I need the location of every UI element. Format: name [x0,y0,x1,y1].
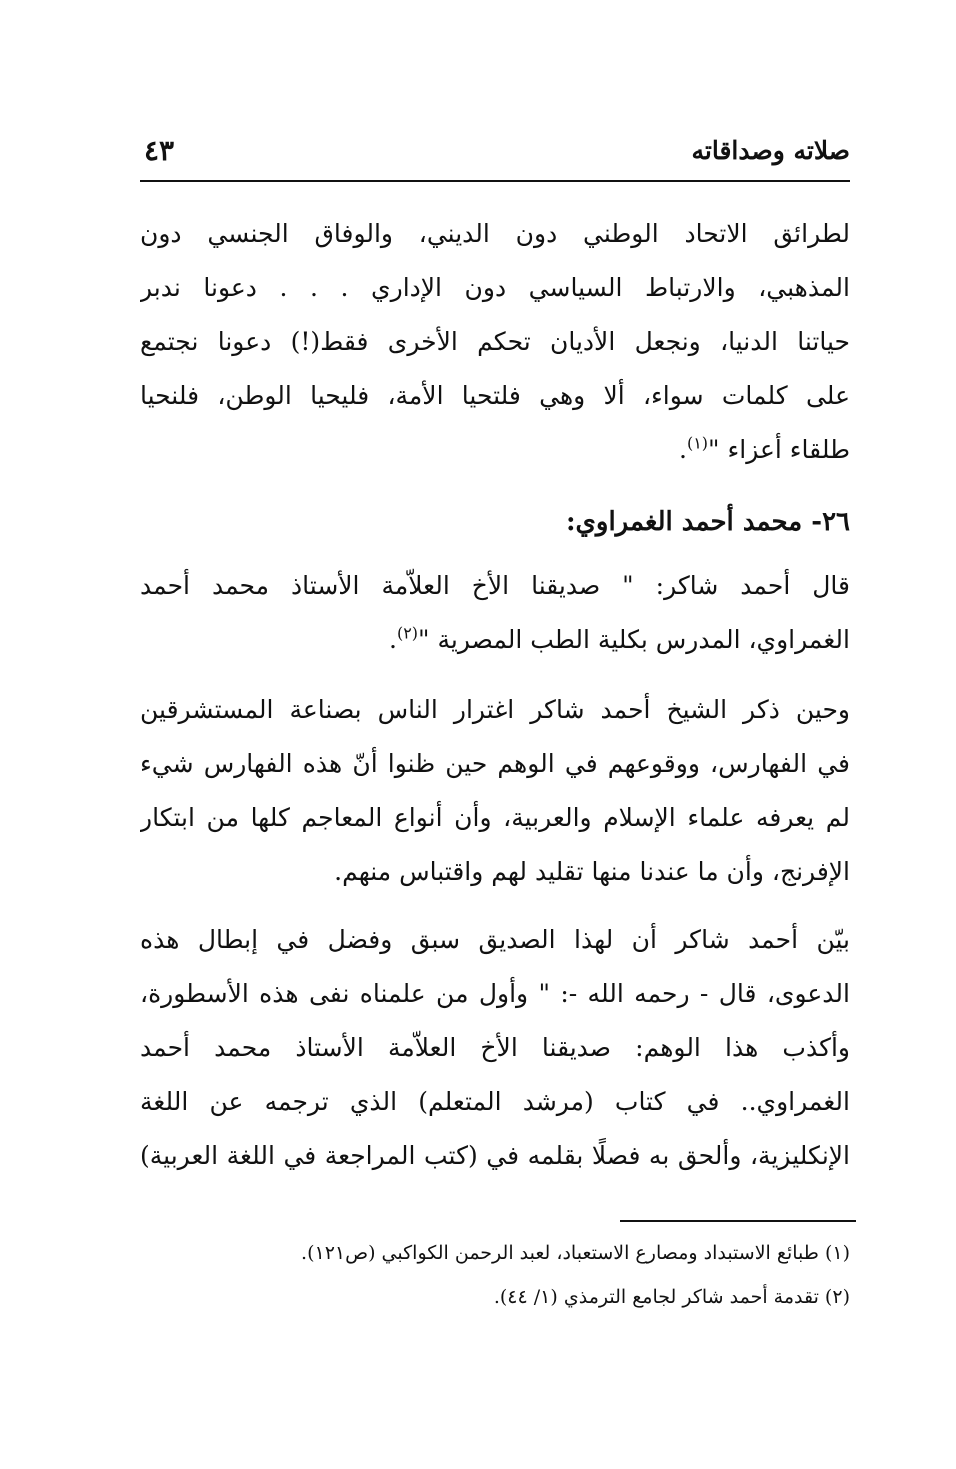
body-line: في الفهارس، ووقوعهم في الوهم حين ظنوا أنّ هذه الفهارس شيء [140,749,850,778]
body-line: طلقاء أعزاء "$^{(١)}$. [679,433,850,464]
page-header [140,130,850,174]
body-line: الغمراوي، المدرس بكلية الطب المصرية "$^{(٢)}$. [389,623,850,654]
body-line: بيّن أحمد شاكر أن لهذا الصديق سبق وفضل في إبطال هذه [140,925,850,954]
body-line: حياتنا الدنيا، ونجعل الأديان تحكم الأخرى فقط(!) دعونا نجتمع [140,327,850,356]
body-line: الإفرنج، وأن ما عندنا منها تقليد لهم واقتباس منهم. [334,857,850,886]
body-line: وحين ذكر الشيخ أحمد شاكر اغترار الناس بصناعة المستشرقين [140,695,850,724]
body-line: قال أحمد شاكر: " صديقنا الأخ العلاّمة الأستاذ محمد أحمد [140,571,850,600]
footnote-2: (٢) تقدمة أحمد شاكر لجامع الترمذي (١/ ٤٤). [493,1286,850,1308]
page-number: ٤٣ [144,134,175,167]
footnote-1: (١) طبائع الاستبداد ومصارع الاستعباد، لعبد الرحمن الكواكبي (ص١٢١). [301,1242,850,1264]
body-line: الدعوى، قال - رحمه الله -: " وأول من علمناه نفى هذه الأسطورة، [140,979,850,1008]
section-heading: ٢٦- محمد أحمد الغمراوي: [565,507,850,537]
body-line: لم يعرفه علماء الإسلام والعربية، وأن أنواع المعاجم كلها من ابتكار [140,803,850,832]
body-line: المذهبي، والارتباط السياسي دون الإداري . . . دعونا ندبر [140,273,850,302]
running-title: صلاته وصداقاته [691,136,850,165]
footnote-divider [620,1220,856,1222]
footnote-ref-2: (٢) [396,623,419,643]
quote-ending: طلقاء أعزاء " [708,435,850,464]
body-line: على كلمات سواء، ألا وهي فلتحيا الأمة، فليحيا الوطن، فلنحيا [140,381,850,410]
body-line: الغمراوي.. في كتاب (مرشد المتعلم) الذي ترجمه عن اللغة [140,1087,850,1116]
body-line: الإنكليزية، وألحق به فصلًا بقلمه في (كتب المراجعة في اللغة العربية) [140,1141,850,1170]
body-line: لطرائق الاتحاد الوطني دون الديني، والوفاق الجنسي دون [140,219,850,248]
quote-ending: الغمراوي، المدرس بكلية الطب المصرية " [418,625,850,654]
footnote-ref-1: (١) [686,433,709,453]
body-line: وأكذب هذا الوهم: صديقنا الأخ العلاّمة الأستاذ محمد أحمد [140,1033,850,1062]
header-divider [140,180,850,182]
